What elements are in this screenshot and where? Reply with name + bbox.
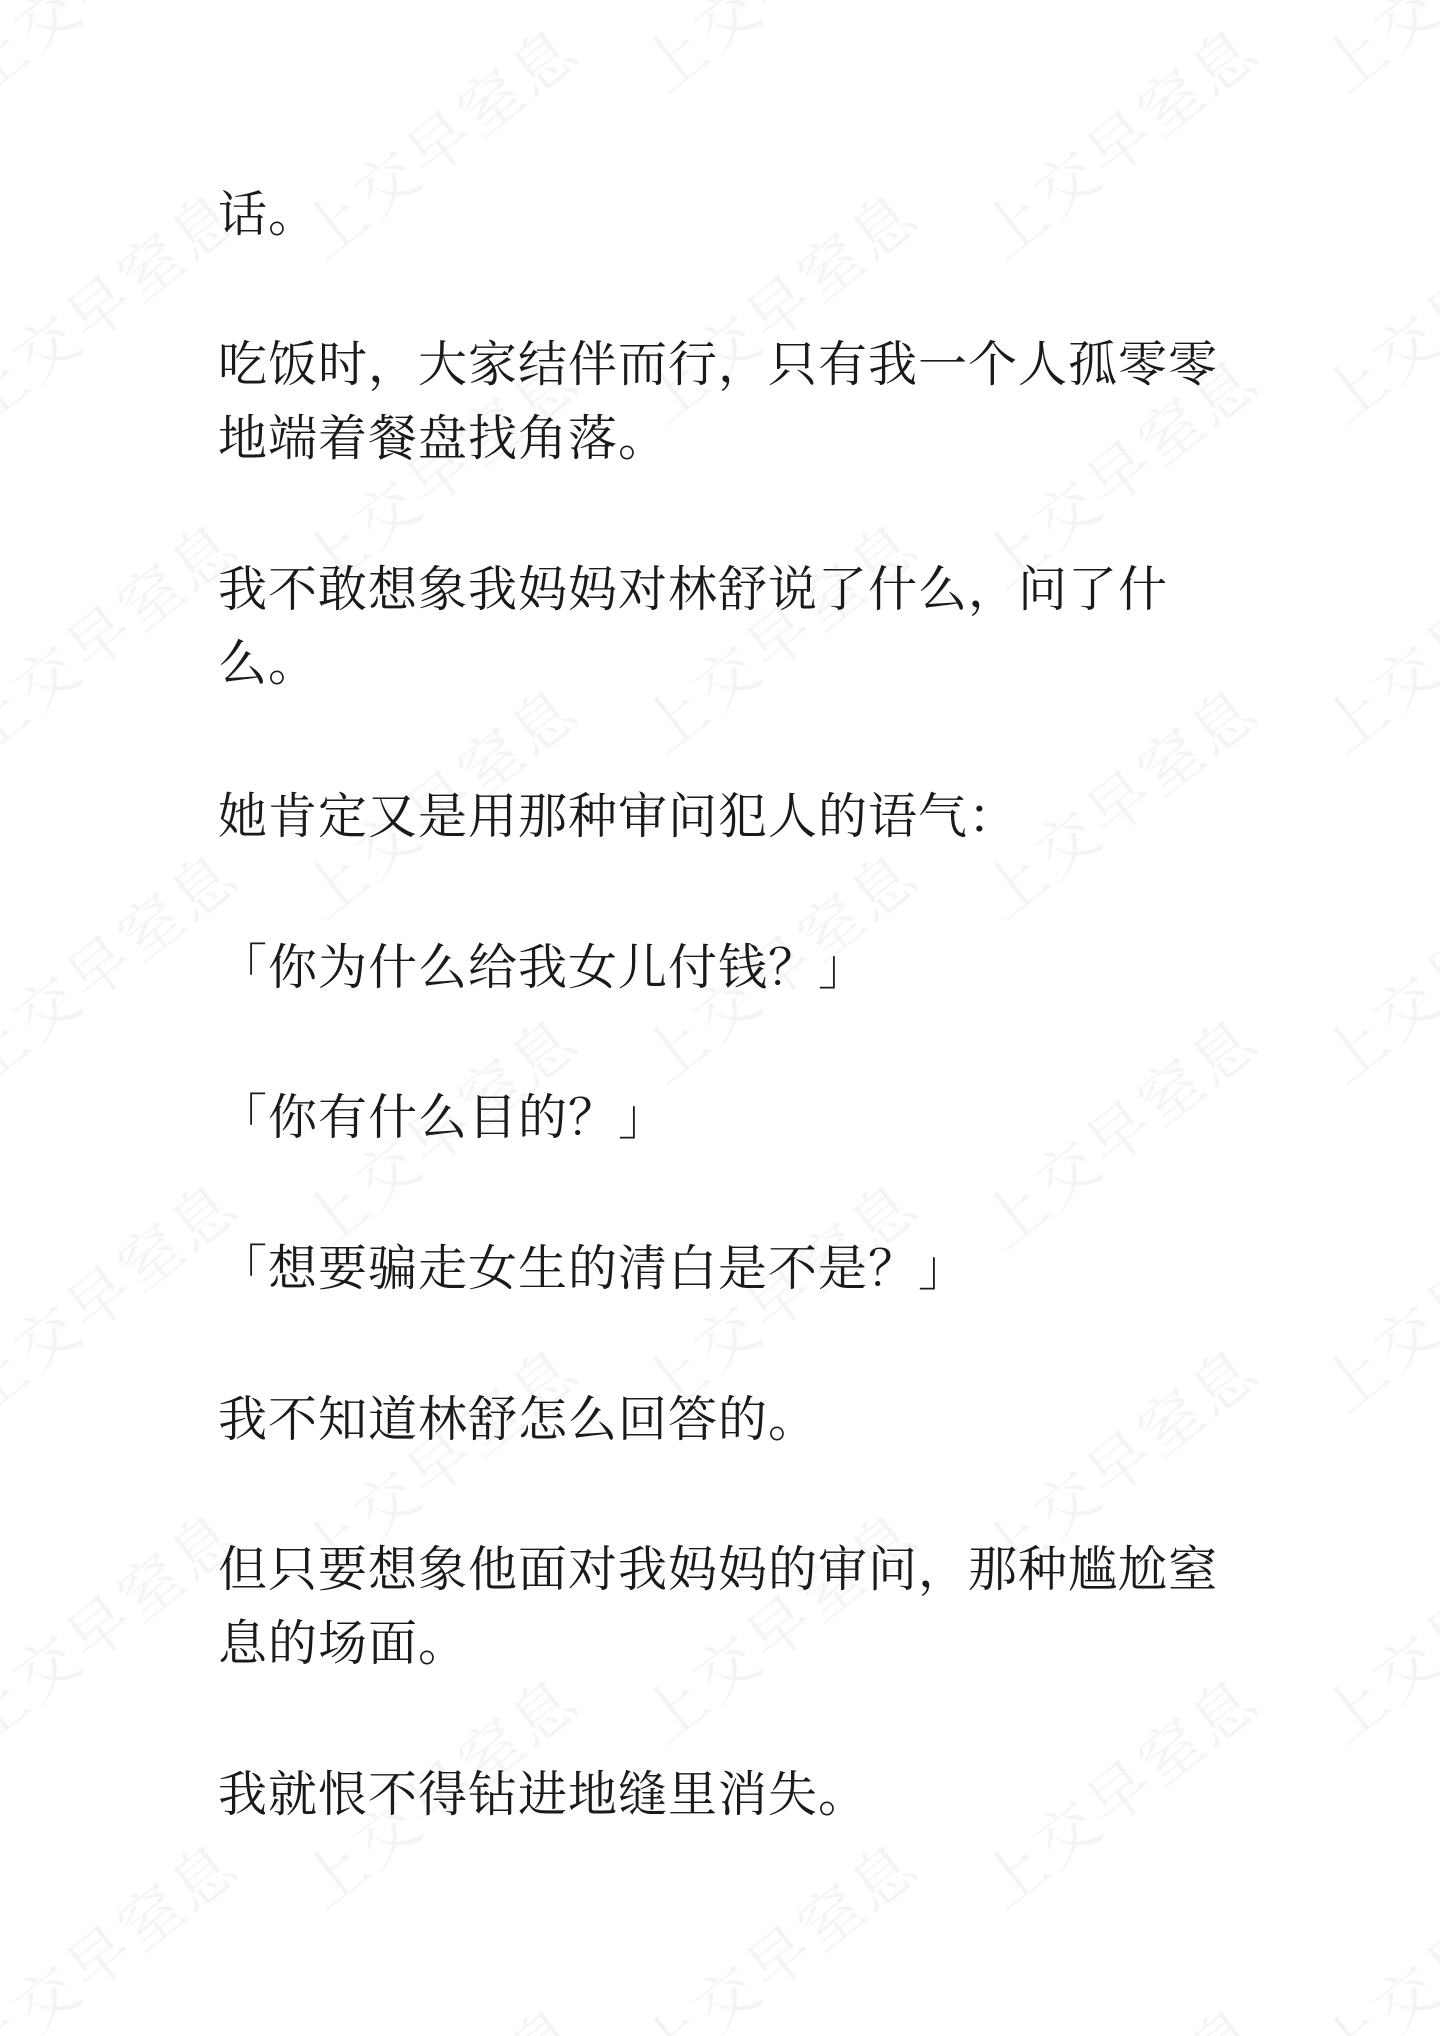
watermark-text [1300, 1157, 1440, 1430]
watermark-text [0, 0, 255, 110]
paragraph-7: 我就恨不得钻进地缝里消失。 [218, 1766, 869, 1823]
watermark-text [1300, 827, 1440, 1100]
paragraph-3: 我不敢想象我妈妈对林舒说了什么，问了什么。 [218, 561, 1169, 692]
quote-line-2: 「你有什么目的？」 [218, 1089, 669, 1146]
paragraph-2: 吃饭时，大家结伴而行，只有我一个人孤零零地端着餐盘找角落。 [218, 336, 1219, 467]
watermark-text [620, 0, 935, 110]
watermark-text [620, 1817, 935, 2036]
watermark-text [0, 1157, 255, 1430]
watermark-text [0, 1817, 255, 2036]
watermark-text [1300, 1817, 1440, 2036]
watermark-text [1300, 1487, 1440, 1760]
watermark-text [0, 497, 255, 770]
watermark-text [1300, 167, 1440, 440]
paragraph-5: 我不知道林舒怎么回答的。 [218, 1391, 819, 1448]
watermark-text [1300, 0, 1440, 110]
paragraph-1: 话。 [218, 186, 319, 243]
paragraph-4: 她肯定又是用那种审问犯人的语气： [218, 788, 1019, 845]
watermark-text [0, 827, 255, 1100]
quote-line-1: 「你为什么给我女儿付钱？」 [218, 939, 869, 996]
watermark-text [0, 167, 255, 440]
watermark-text [0, 1487, 255, 1760]
watermark-text [960, 1982, 1275, 2036]
paragraph-6: 但只要想象他面对我妈妈的审问，那种尴尬窒息的场面。 [218, 1541, 1219, 1672]
watermark-text [1300, 497, 1440, 770]
watermark-text [280, 1982, 595, 2036]
quote-line-3: 「想要骗走女生的清白是不是？」 [218, 1240, 969, 1297]
